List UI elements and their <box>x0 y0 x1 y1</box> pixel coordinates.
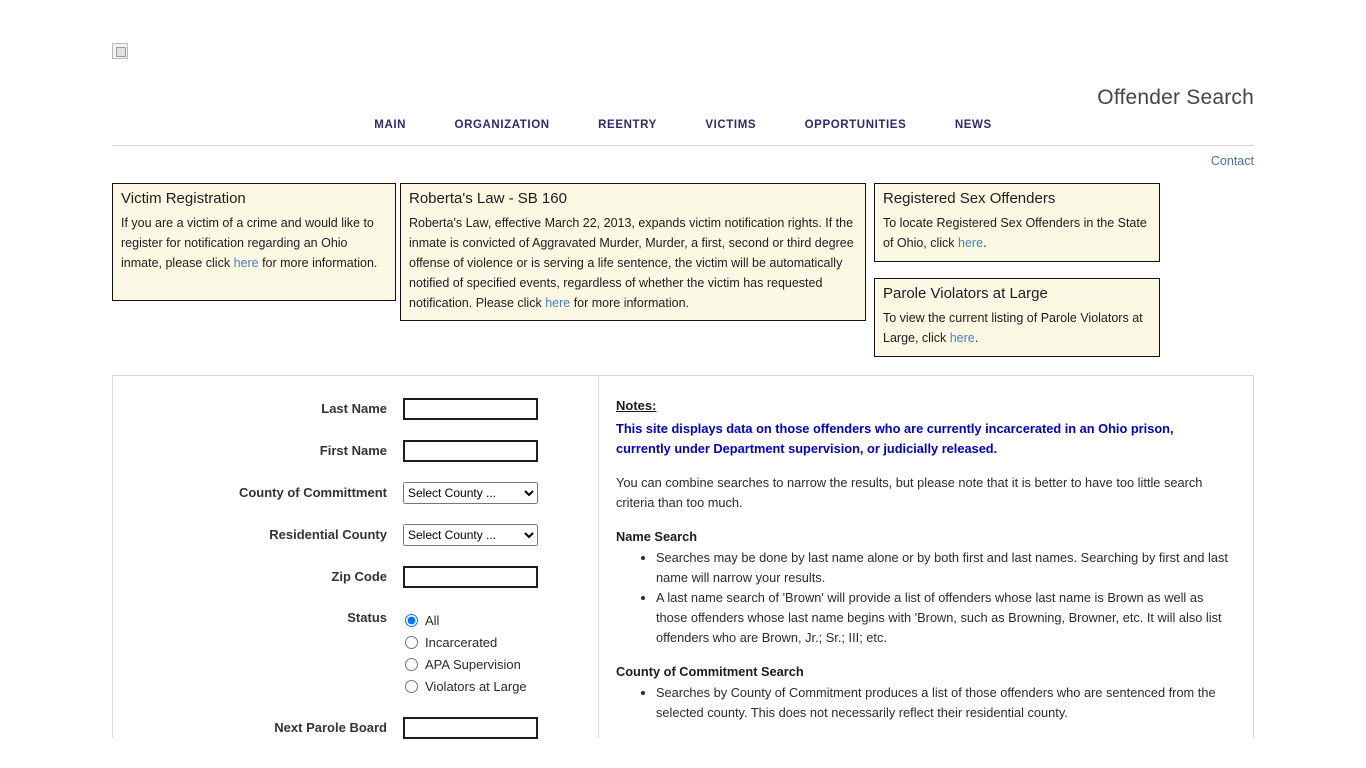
contact-link[interactable]: Contact <box>1210 154 1254 168</box>
nav-item-reentry[interactable]: REENTRY <box>598 119 657 131</box>
info-box-robertas-law <box>400 183 866 321</box>
status-option-violators-at-large[interactable] <box>403 675 527 697</box>
list-item: • A last name search of 'Brown' will provide a list of offenders whose last name is Brown as well as those offenders whose last name begins with 'Brown, such as Browning, Browner, etc. It will also list offenders who are Brown, Jr.; Sr.; III; etc. <box>656 588 1229 648</box>
main-navigation <box>112 110 1254 146</box>
robertas-law-title: Roberta's Law - SB 160 <box>409 190 567 207</box>
status-label-all: All <box>425 612 440 628</box>
status-label-incarcerated: Incarcerated <box>425 634 498 650</box>
status-label-violators-at-large: Violators at Large <box>425 678 527 694</box>
status-option-incarcerated[interactable] <box>403 631 527 653</box>
zip-code-input[interactable] <box>403 566 538 588</box>
county-commitment-select[interactable] <box>403 482 538 504</box>
next-parole-board-label: Next Parole Board <box>274 720 387 735</box>
notes-heading-county-search: County of Commitment Search <box>616 664 804 679</box>
status-radio-all[interactable] <box>405 614 418 627</box>
county-commitment-label: County of Committment <box>238 485 387 500</box>
victim-text-after: for more information. <box>258 256 378 270</box>
field-row-first-name <box>113 440 598 462</box>
parole-text-after: . <box>974 331 979 345</box>
sex-offenders-title: Registered Sex Offenders <box>883 190 1056 207</box>
list-item: • Searches by County of Commitment produces a list of those offenders who are sentenced from the selected county. This does not necessarily reflect their residential county. <box>656 683 1229 723</box>
field-row-status <box>113 608 598 697</box>
notes-title: Notes: <box>616 398 657 413</box>
notes-list-county-search <box>616 683 1229 723</box>
sex-offenders-text <box>883 213 1151 253</box>
notes-section <box>599 376 1253 738</box>
status-label-apa-supervision: APA Supervision <box>425 656 521 672</box>
field-row-county-commitment <box>113 482 598 504</box>
status-radio-violators-at-large[interactable] <box>405 680 418 693</box>
nav-item-organization[interactable]: ORGANIZATION <box>454 119 550 131</box>
sex-text-before: To locate Registered Sex Offenders in the State of Ohio, click <box>883 216 1147 250</box>
page-container <box>112 0 1254 738</box>
status-option-all[interactable] <box>403 609 527 631</box>
nav-item-news[interactable]: NEWS <box>954 119 992 131</box>
nav-item-main[interactable]: MAIN <box>374 119 407 131</box>
residential-county-select[interactable] <box>403 524 538 546</box>
parole-violators-title: Parole Violators at Large <box>883 285 1048 302</box>
broken-image-icon <box>112 43 128 59</box>
last-name-label: Last Name <box>321 401 387 416</box>
contact-row <box>112 146 1254 178</box>
nav-item-victims[interactable]: VICTIMS <box>705 119 757 131</box>
sex-offenders-here-link[interactable]: here <box>958 236 984 250</box>
nav-item-opportunities[interactable]: OPPORTUNITIES <box>804 119 907 131</box>
first-name-label: First Name <box>319 443 387 458</box>
field-row-zip-code <box>113 566 598 588</box>
search-panel <box>112 375 1254 738</box>
info-boxes <box>112 183 1254 363</box>
site-header <box>112 0 1254 110</box>
parole-violators-here-link[interactable]: here <box>949 331 975 345</box>
roberta-text-before: Roberta's Law, effective March 22, 2013, expands victim notification rights. If the inmate is convicted of Aggravated Murder, Murder, a first, second or third degree offense of violence or is serving a life sentence, the victim will be automatically notified of specified events, regardless of whether the victim has requested notification. Please click <box>409 216 854 310</box>
next-parole-board-input[interactable] <box>403 717 538 739</box>
victim-registration-text <box>121 213 387 273</box>
info-box-registered-sex-offenders <box>874 183 1160 262</box>
residential-county-label: Residential County <box>269 527 387 542</box>
notes-highlight: This site displays data on those offenders who are currently incarcerated in an Ohio prison, currently under Department supervision, or judicially released. <box>616 421 1174 456</box>
field-row-last-name <box>113 398 598 420</box>
field-row-residential-county <box>113 524 598 546</box>
status-option-apa-supervision[interactable] <box>403 653 527 675</box>
status-label: Status <box>347 610 387 625</box>
parole-text-before: To view the current listing of Parole Violators at Large, click <box>883 311 1143 345</box>
robertas-law-text <box>409 213 857 313</box>
victim-text-before: If you are a victim of a crime and would like to register for notification regarding an Ohio inmate, please click <box>121 216 374 270</box>
status-radio-incarcerated[interactable] <box>405 636 418 649</box>
first-name-input[interactable] <box>403 440 538 462</box>
field-row-next-parole-board <box>113 717 598 739</box>
roberta-text-after: for more information. <box>570 296 690 310</box>
zip-code-label: Zip Code <box>331 569 387 584</box>
list-item: • Searches may be done by last name alone or by both first and last names. Searching by first and last name will narrow your results. <box>656 548 1229 588</box>
victim-here-link[interactable]: here <box>233 256 259 270</box>
last-name-input[interactable] <box>403 398 538 420</box>
notes-paragraph: You can combine searches to narrow the results, but please note that it is better to have too little search criteria than too much. <box>616 475 1203 510</box>
status-radio-apa-supervision[interactable] <box>405 658 418 671</box>
offender-search-form <box>113 376 599 738</box>
roberta-here-link[interactable]: here <box>545 296 571 310</box>
victim-registration-title: Victim Registration <box>121 190 246 207</box>
parole-violators-text <box>883 308 1151 348</box>
notes-list-name-search <box>616 548 1229 648</box>
notes-heading-name-search: Name Search <box>616 529 698 544</box>
status-radio-group <box>403 608 527 697</box>
page-title: Offender Search <box>1097 86 1254 109</box>
info-box-victim-registration <box>112 183 396 301</box>
sex-text-after: . <box>983 236 987 250</box>
info-box-parole-violators <box>874 278 1160 357</box>
